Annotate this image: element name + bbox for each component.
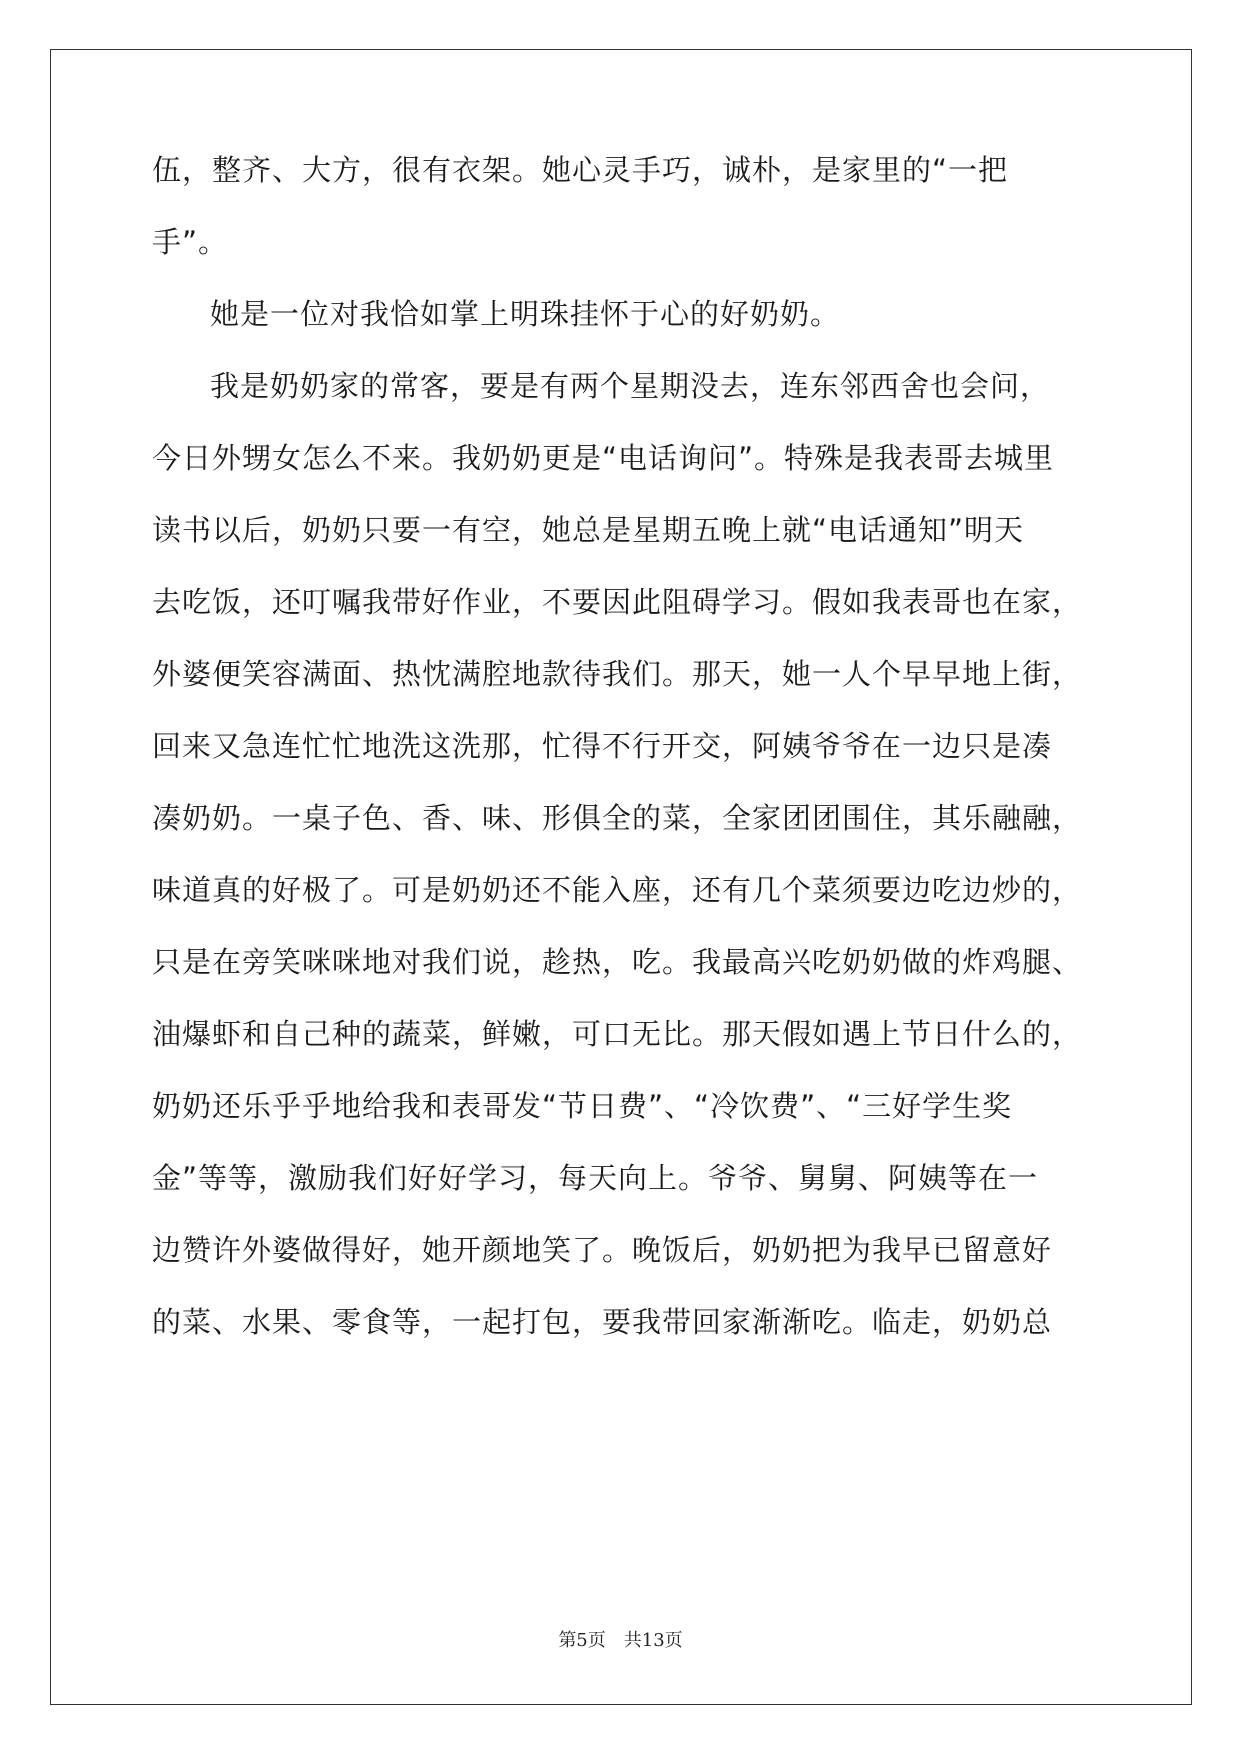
page-number: 第5页 共13页: [558, 1630, 683, 1651]
text-line: 金”等等，激励我们好好学习，每天向上。爷爷、舅舅、阿姨等在一: [152, 1161, 1039, 1195]
text-line: 今日外甥女怎么不来。我奶奶更是“电话询问”。特殊是我表哥去城里: [152, 441, 1055, 475]
text-line: 读书以后，奶奶只要一有空，她总是星期五晚上就“电话通知”明天: [152, 513, 1025, 547]
text-line: 伍，整齐、大方，很有衣架。她心灵手巧，诚朴，是家里的“一把: [152, 153, 1009, 187]
text-line: 回来又急连忙忙地洗这洗那，忙得不行开交，阿姨爷爷在一边只是凑: [152, 729, 1053, 763]
text-line: 外婆便笑容满面、热忱满腔地款待我们。那天，她一人个早早地上街，: [152, 657, 1083, 691]
paragraph-start-line: 我是奶奶家的常客，要是有两个星期没去，连东邻西舍也会问，: [210, 369, 1051, 403]
paragraph-start-line: 她是一位对我恰如掌上明珠挂怀于心的好奶奶。: [210, 297, 841, 331]
text-line: 手”。: [152, 225, 229, 259]
text-line: 味道真的好极了。可是奶奶还不能入座，还有几个菜须要边吃边炒的，: [152, 873, 1083, 907]
text-line: 奶奶还乐乎乎地给我和表哥发“节日费”、“冷饮费”、“三好学生奖: [152, 1089, 1013, 1123]
text-line: 凑奶奶。一桌子色、香、味、形俱全的菜，全家团团围住，其乐融融，: [152, 801, 1083, 835]
text-line: 的菜、水果、零食等，一起打包，要我带回家渐渐吃。临走，奶奶总: [152, 1305, 1053, 1339]
text-line: 去吃饭，还叮嘱我带好作业，不要因此阻碍学习。假如我表哥也在家，: [152, 585, 1083, 619]
text-line: 只是在旁笑咪咪地对我们说，趁热，吃。我最高兴吃奶奶做的炸鸡腿、: [152, 945, 1083, 979]
text-line: 边赞许外婆做得好，她开颜地笑了。晚饭后，奶奶把为我早已留意好: [152, 1233, 1053, 1267]
text-line: 油爆虾和自己种的蔬菜，鲜嫩，可口无比。那天假如遇上节日什么的，: [152, 1017, 1083, 1051]
